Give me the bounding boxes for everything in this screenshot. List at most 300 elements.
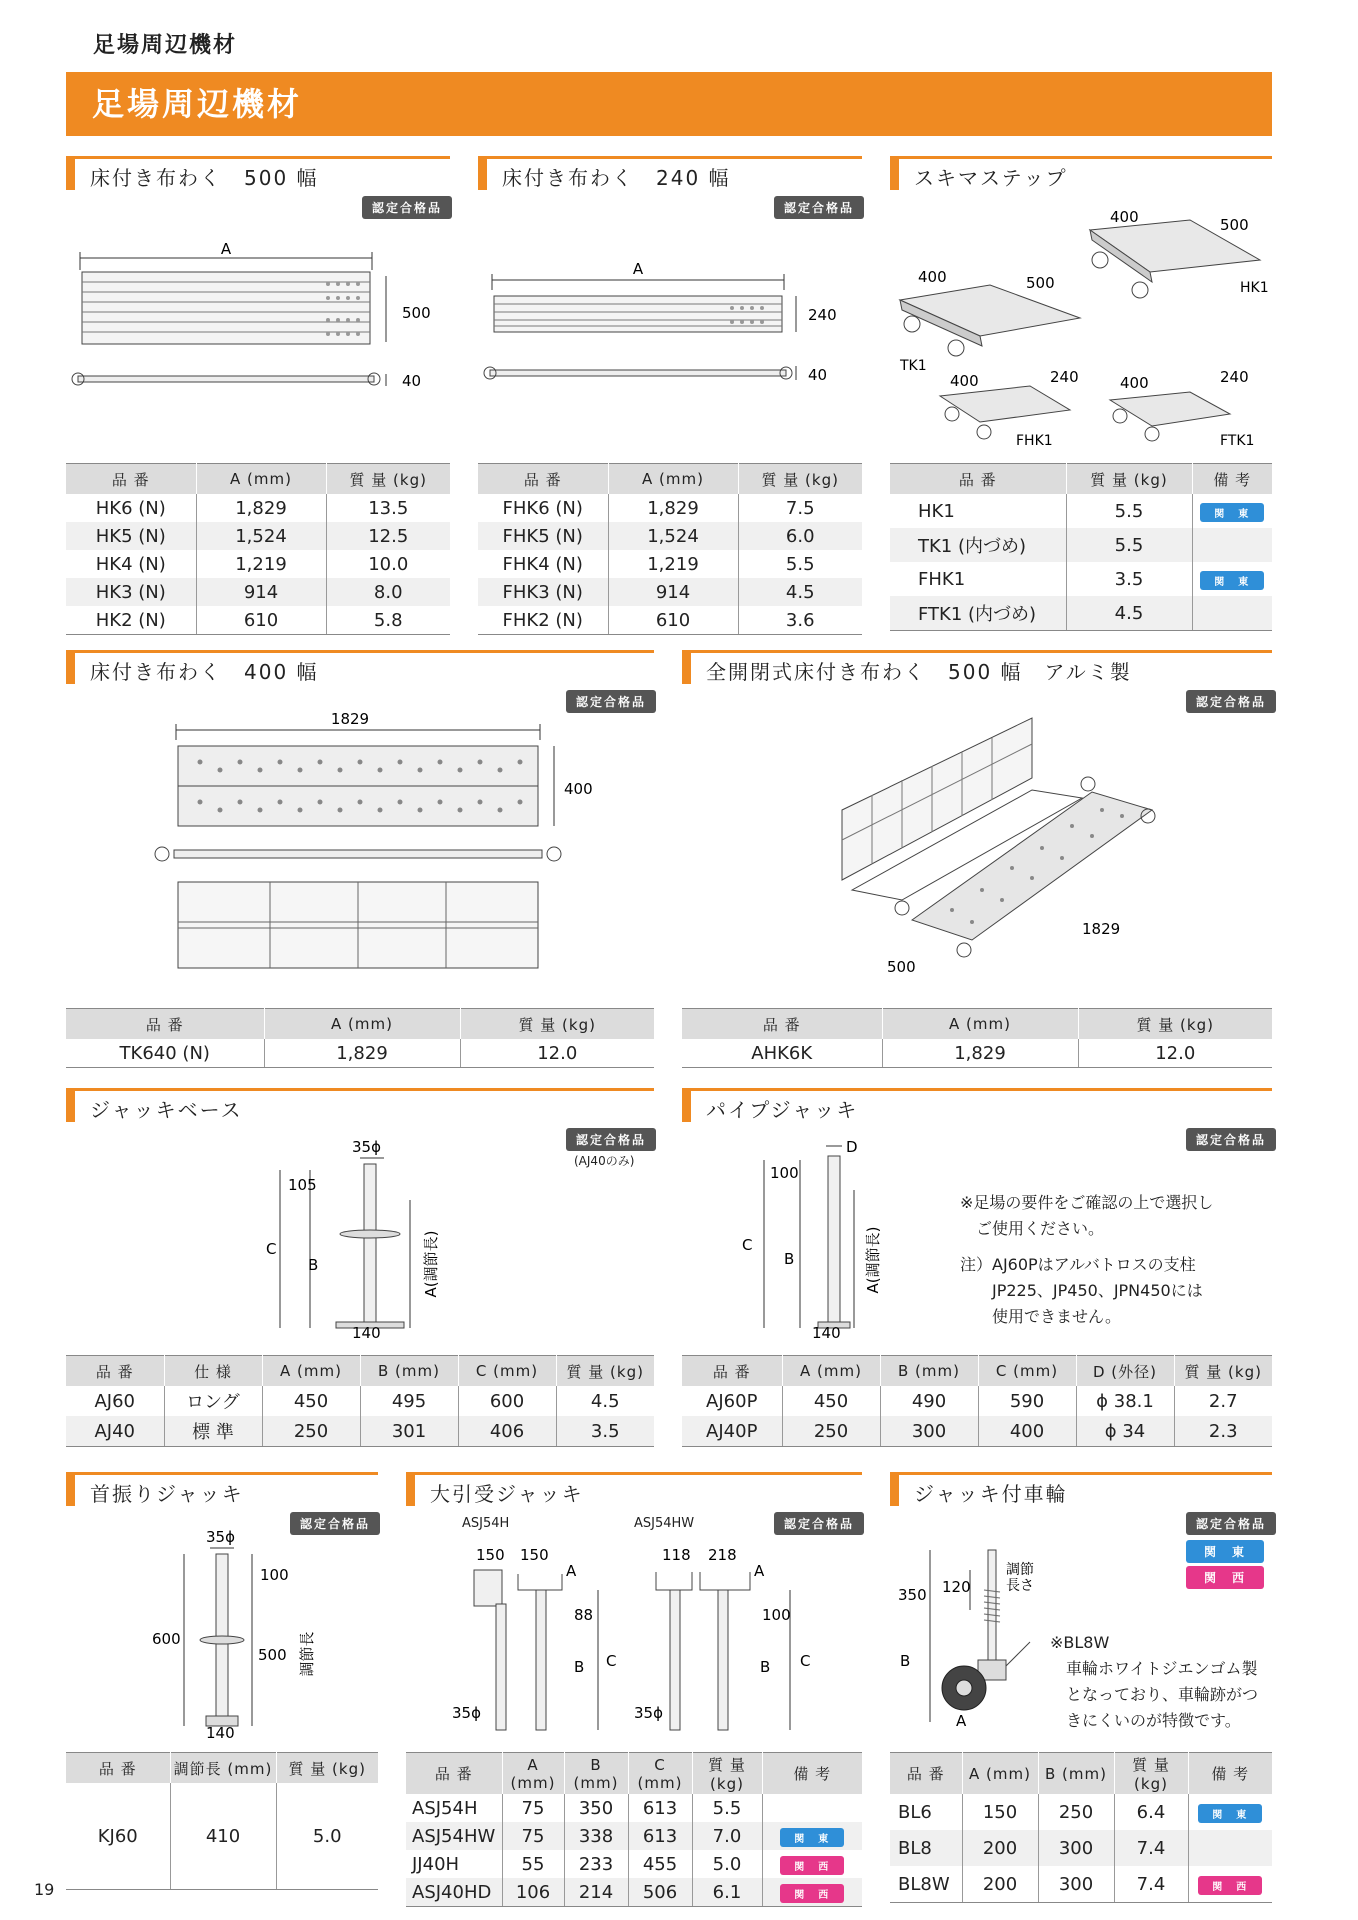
page-banner: 足場周辺機材 bbox=[66, 72, 1272, 136]
table-cell: 質 量 (kg) bbox=[556, 1356, 654, 1387]
table-cell bbox=[1188, 1866, 1272, 1903]
table-cell: 1,524 bbox=[196, 522, 326, 550]
table-cell: 5.5 bbox=[1066, 528, 1192, 562]
table-row bbox=[478, 550, 862, 578]
table-cell: AJ60 bbox=[66, 1386, 164, 1416]
table-cell: HK5 (N) bbox=[66, 522, 196, 550]
certified-badge: 認定合格品 bbox=[1186, 1128, 1276, 1151]
table-row bbox=[478, 494, 862, 522]
table-cell: FHK2 (N) bbox=[478, 606, 608, 635]
tag-kanto: 関 東 bbox=[1200, 503, 1264, 522]
table-cell: 610 bbox=[608, 606, 738, 635]
table-cell: HK6 (N) bbox=[66, 494, 196, 522]
table-cell: FHK5 (N) bbox=[478, 522, 608, 550]
svg-text:D: D bbox=[846, 1138, 858, 1156]
svg-text:35ϕ: 35ϕ bbox=[634, 1704, 663, 1722]
table-cell: A (mm) bbox=[882, 1009, 1078, 1040]
section-tk640 bbox=[66, 650, 654, 687]
table-row bbox=[66, 1416, 654, 1447]
svg-text:150: 150 bbox=[520, 1546, 549, 1564]
table-cell: 備 考 bbox=[1188, 1753, 1272, 1795]
table-cell: 250 bbox=[262, 1416, 360, 1447]
table-cell bbox=[1192, 494, 1272, 528]
hk-table bbox=[66, 463, 450, 635]
table-cell: ASJ54HW bbox=[406, 1822, 502, 1850]
table-row bbox=[66, 522, 450, 550]
table-row bbox=[66, 606, 450, 635]
table-cell: 1,829 bbox=[608, 494, 738, 522]
section-title: パイプジャッキ bbox=[706, 1098, 859, 1122]
table-row bbox=[406, 1878, 862, 1907]
svg-text:FTK1: FTK1 bbox=[1220, 433, 1255, 449]
svg-text:C: C bbox=[266, 1240, 277, 1258]
svg-text:105: 105 bbox=[288, 1176, 317, 1194]
page-number: 19 bbox=[34, 1880, 55, 1899]
table-cell: FTK1 (内づめ) bbox=[890, 596, 1066, 631]
svg-text:C: C bbox=[800, 1652, 811, 1670]
certified-badge: 認定合格品 bbox=[1186, 690, 1276, 713]
svg-text:100: 100 bbox=[260, 1566, 289, 1584]
svg-text:B: B bbox=[900, 1652, 911, 1670]
svg-text:HK1: HK1 bbox=[1240, 280, 1269, 296]
table-cell: 200 bbox=[962, 1830, 1038, 1866]
table-cell: 3.5 bbox=[1066, 562, 1192, 596]
table-cell: 3.5 bbox=[556, 1416, 654, 1447]
table-cell: 406 bbox=[458, 1416, 556, 1447]
table-cell: ϕ 38.1 bbox=[1076, 1386, 1174, 1416]
svg-text:A: A bbox=[632, 260, 644, 278]
tag-kansai: 関 西 bbox=[1198, 1876, 1262, 1895]
table-cell: ASJ40HD bbox=[406, 1878, 502, 1907]
table-cell: FHK4 (N) bbox=[478, 550, 608, 578]
tag-kansai: 関 西 bbox=[780, 1856, 844, 1875]
sukima-table bbox=[890, 463, 1272, 631]
table-cell: 質 量 (kg) bbox=[1174, 1356, 1272, 1387]
svg-text:140: 140 bbox=[352, 1324, 381, 1342]
table-cell: FHK3 (N) bbox=[478, 578, 608, 606]
table-cell: 450 bbox=[782, 1386, 880, 1416]
svg-text:240: 240 bbox=[808, 306, 837, 324]
certified-badge: 認定合格品 bbox=[774, 1512, 864, 1535]
table-cell: 495 bbox=[360, 1386, 458, 1416]
svg-text:150: 150 bbox=[476, 1546, 505, 1564]
table-cell: 品 番 bbox=[66, 1356, 164, 1387]
section-sukima bbox=[890, 156, 1272, 193]
table-cell: 400 bbox=[978, 1416, 1076, 1447]
table-cell: A (mm) bbox=[502, 1753, 564, 1795]
table-cell: 233 bbox=[564, 1850, 628, 1878]
pipe-jack-table bbox=[682, 1355, 1272, 1447]
table-row bbox=[66, 494, 450, 522]
table-row bbox=[478, 522, 862, 550]
table-row bbox=[682, 1416, 1272, 1447]
svg-text:A(調節長): A(調節長) bbox=[864, 1226, 882, 1294]
table-cell: 214 bbox=[564, 1878, 628, 1907]
table-cell: 7.4 bbox=[1114, 1866, 1188, 1903]
table-cell: 質 量 (kg) bbox=[1114, 1753, 1188, 1795]
table-cell: 613 bbox=[628, 1822, 692, 1850]
table-row bbox=[66, 578, 450, 606]
table-cell: ロング bbox=[164, 1386, 262, 1416]
table-cell bbox=[762, 1850, 862, 1878]
svg-text:C: C bbox=[606, 1652, 617, 1670]
table-cell: C (mm) bbox=[978, 1356, 1076, 1387]
svg-text:240: 240 bbox=[1050, 368, 1079, 386]
table-cell: AHK6K bbox=[682, 1039, 882, 1068]
table-cell: 300 bbox=[1038, 1830, 1114, 1866]
beam-jack-diagram bbox=[440, 1540, 860, 1740]
svg-text:調節: 調節 bbox=[1006, 1562, 1034, 1578]
table-cell: 質 量 (kg) bbox=[1078, 1009, 1272, 1040]
table-cell: 5.5 bbox=[785, 553, 815, 575]
svg-text:600: 600 bbox=[152, 1630, 181, 1648]
beam-jack-table bbox=[406, 1752, 862, 1907]
table-cell: 506 bbox=[628, 1878, 692, 1907]
svg-text:A: A bbox=[566, 1562, 577, 1580]
table-cell: 300 bbox=[1038, 1866, 1114, 1903]
jack-base-diagram bbox=[260, 1130, 480, 1340]
svg-text:140: 140 bbox=[812, 1324, 841, 1342]
top-category: 足場周辺機材 bbox=[93, 33, 238, 58]
tag-kansai: 関 西 bbox=[780, 1884, 844, 1903]
table-cell: HK2 (N) bbox=[66, 606, 196, 635]
table-row bbox=[890, 1830, 1272, 1866]
svg-text:218: 218 bbox=[708, 1546, 737, 1564]
swivel-jack-diagram bbox=[140, 1520, 350, 1740]
svg-text:40: 40 bbox=[808, 366, 828, 384]
table-cell: 610 bbox=[196, 606, 326, 635]
table-cell: 1,829 bbox=[196, 494, 326, 522]
table-row bbox=[890, 596, 1272, 631]
pipe-jack-note: ※足場の要件をご確認の上で選択し ご使用ください。 注）AJ60Pはアルバトロスの支柱 JP225、JP450、JPN450には 使用できません。 bbox=[960, 1193, 1214, 1326]
table-cell bbox=[1188, 1794, 1272, 1830]
hk-diagram bbox=[66, 240, 450, 400]
section-title: 大引受ジャッキ bbox=[430, 1482, 584, 1506]
svg-text:B: B bbox=[784, 1250, 795, 1268]
table-row bbox=[682, 1039, 1272, 1068]
table-cell: HK4 (N) bbox=[66, 550, 196, 578]
table-cell: 410 bbox=[170, 1783, 276, 1890]
svg-text:120: 120 bbox=[942, 1578, 971, 1596]
svg-text:1829: 1829 bbox=[1082, 920, 1121, 938]
table-cell: 1,219 bbox=[608, 550, 738, 578]
swivel-jack-table bbox=[66, 1752, 378, 1890]
table-row bbox=[406, 1822, 862, 1850]
table-cell: 600 bbox=[458, 1386, 556, 1416]
section-fhk bbox=[478, 156, 862, 193]
table-cell: 6.1 bbox=[692, 1878, 762, 1907]
table-cell: 250 bbox=[1038, 1794, 1114, 1830]
dim-h: 500 bbox=[402, 304, 431, 322]
table-cell: 3.6 bbox=[738, 606, 862, 635]
table-cell: TK1 (内づめ) bbox=[890, 528, 1066, 562]
section-title: 床付き布わく 400 幅 bbox=[90, 660, 319, 684]
svg-text:長さ: 長さ bbox=[1006, 1578, 1034, 1594]
table-cell: 品 番 bbox=[890, 1753, 962, 1795]
section-jack-base bbox=[66, 1088, 654, 1125]
table-cell: 490 bbox=[880, 1386, 978, 1416]
svg-text:400: 400 bbox=[564, 780, 593, 798]
table-cell: 7.5 bbox=[785, 497, 815, 519]
table-cell: 5.5 bbox=[692, 1794, 762, 1822]
table-cell: C (mm) bbox=[458, 1356, 556, 1387]
section-title: 床付き布わく 240 幅 bbox=[502, 166, 731, 190]
table-cell: 7.0 bbox=[692, 1822, 762, 1850]
table-cell: 5.5 bbox=[1066, 494, 1192, 528]
table-cell: 調節長 (mm) bbox=[170, 1753, 276, 1784]
sub-label-asj54h: ASJ54H bbox=[462, 1516, 510, 1531]
table-cell: 6.0 bbox=[738, 522, 862, 550]
table-cell: A (mm) bbox=[608, 464, 738, 495]
fhk-diagram bbox=[478, 250, 862, 400]
table-cell: 質 量 (kg) bbox=[738, 464, 862, 495]
table-cell: 品 番 bbox=[66, 464, 196, 495]
svg-text:A: A bbox=[754, 1562, 765, 1580]
table-cell: 備 考 bbox=[1192, 464, 1272, 495]
table-cell: 1,829 bbox=[264, 1039, 460, 1068]
table-cell: 4.5 bbox=[738, 578, 862, 606]
table-cell: A (mm) bbox=[262, 1356, 360, 1387]
table-cell: FHK6 (N) bbox=[478, 494, 608, 522]
table-cell: JJ40H bbox=[406, 1850, 502, 1878]
certified-badge: 認定合格品 bbox=[1186, 1512, 1276, 1535]
svg-text:35ϕ: 35ϕ bbox=[352, 1138, 381, 1156]
table-row bbox=[478, 578, 862, 606]
section-beam-jack bbox=[406, 1472, 862, 1509]
table-cell: 12.0 bbox=[1078, 1039, 1272, 1068]
section-title: ジャッキベース bbox=[90, 1098, 243, 1122]
dim-a: A bbox=[220, 240, 232, 258]
wheel-jack-note: ※BL8W 車輪ホワイトジエンゴム製 となっており、車輪跡がつ きにくいのが特徴です。 bbox=[1050, 1633, 1259, 1730]
table-cell: 1,524 bbox=[608, 522, 738, 550]
table-cell: 12.0 bbox=[460, 1039, 654, 1068]
table-cell: BL8 bbox=[890, 1830, 962, 1866]
table-cell: 4.5 bbox=[1066, 596, 1192, 631]
table-cell: 5.0 bbox=[276, 1783, 378, 1890]
certified-badge: 認定合格品 bbox=[566, 690, 656, 713]
table-cell: 75 bbox=[502, 1794, 564, 1822]
table-cell: 914 bbox=[196, 578, 326, 606]
svg-text:500: 500 bbox=[1220, 216, 1249, 234]
svg-text:500: 500 bbox=[887, 958, 916, 976]
table-row bbox=[66, 1783, 378, 1890]
table-cell: A (mm) bbox=[196, 464, 326, 495]
table-row bbox=[66, 550, 450, 578]
table-cell: 5.0 bbox=[692, 1850, 762, 1878]
table-cell: 200 bbox=[962, 1866, 1038, 1903]
ahk6k-table bbox=[682, 1008, 1272, 1068]
table-cell: 質 量 (kg) bbox=[460, 1009, 654, 1040]
wheel-jack-table bbox=[890, 1752, 1272, 1903]
svg-text:140: 140 bbox=[206, 1724, 235, 1742]
tag-kanto: 関 東 bbox=[780, 1828, 844, 1847]
table-cell: AJ40P bbox=[682, 1416, 782, 1447]
svg-text:400: 400 bbox=[1120, 374, 1149, 392]
section-title: 床付き布わく 500 幅 bbox=[90, 166, 319, 190]
certified-badge: 認定合格品 bbox=[290, 1512, 380, 1535]
tag-kansai: 関 西 bbox=[1186, 1566, 1264, 1589]
table-cell: 質 量 (kg) bbox=[692, 1753, 762, 1795]
table-cell: A (mm) bbox=[962, 1753, 1038, 1795]
sub-label-asj54hw: ASJ54HW bbox=[634, 1516, 695, 1531]
table-cell: ϕ 34 bbox=[1076, 1416, 1174, 1447]
svg-text:TK1: TK1 bbox=[900, 358, 927, 374]
table-cell: 1,219 bbox=[196, 550, 326, 578]
table-cell: 2.3 bbox=[1174, 1416, 1272, 1447]
svg-text:100: 100 bbox=[770, 1164, 799, 1182]
table-row bbox=[890, 1866, 1272, 1903]
table-cell bbox=[762, 1794, 862, 1822]
table-cell: 300 bbox=[880, 1416, 978, 1447]
table-cell: 75 bbox=[502, 1822, 564, 1850]
svg-text:118: 118 bbox=[662, 1546, 691, 1564]
table-row bbox=[478, 606, 862, 635]
table-row bbox=[890, 528, 1272, 562]
svg-text:35ϕ: 35ϕ bbox=[452, 1704, 481, 1722]
table-cell: 6.4 bbox=[1114, 1794, 1188, 1830]
table-row bbox=[406, 1794, 862, 1822]
table-cell: 品 番 bbox=[66, 1753, 170, 1784]
table-cell: 914 bbox=[608, 578, 738, 606]
svg-text:B: B bbox=[308, 1256, 319, 1274]
dim-t: 40 bbox=[402, 372, 422, 390]
svg-text:500: 500 bbox=[1026, 274, 1055, 292]
table-cell: 7.4 bbox=[1114, 1830, 1188, 1866]
table-cell: 品 番 bbox=[682, 1009, 882, 1040]
table-cell: 備 考 bbox=[762, 1753, 862, 1795]
table-cell: HK3 (N) bbox=[66, 578, 196, 606]
table-row bbox=[406, 1850, 862, 1878]
table-cell: FHK1 bbox=[890, 562, 1066, 596]
table-cell: AJ40 bbox=[66, 1416, 164, 1447]
svg-text:500: 500 bbox=[258, 1646, 287, 1664]
fhk-table bbox=[478, 463, 862, 635]
table-cell: 標 準 bbox=[164, 1416, 262, 1447]
svg-text:A(調節長): A(調節長) bbox=[422, 1230, 440, 1298]
table-row bbox=[890, 562, 1272, 596]
table-cell bbox=[1188, 1830, 1272, 1866]
table-cell: D (外径) bbox=[1076, 1356, 1174, 1387]
table-cell: 仕 様 bbox=[164, 1356, 262, 1387]
svg-text:400: 400 bbox=[1110, 208, 1139, 226]
table-cell: 150 bbox=[962, 1794, 1038, 1830]
section-hk bbox=[66, 156, 450, 193]
section-pipe-jack bbox=[682, 1088, 1272, 1125]
table-cell: 590 bbox=[978, 1386, 1076, 1416]
table-row bbox=[890, 1794, 1272, 1830]
table-cell: 250 bbox=[782, 1416, 880, 1447]
pipe-jack-diagram bbox=[730, 1130, 900, 1340]
table-cell: B (mm) bbox=[1038, 1753, 1114, 1795]
svg-text:350: 350 bbox=[898, 1586, 927, 1604]
table-cell: 13.5 bbox=[368, 497, 409, 519]
table-cell: A (mm) bbox=[782, 1356, 880, 1387]
table-cell: A (mm) bbox=[264, 1009, 460, 1040]
table-cell bbox=[762, 1822, 862, 1850]
table-row bbox=[66, 1039, 654, 1068]
table-cell bbox=[1192, 596, 1272, 631]
sukima-diagram bbox=[890, 200, 1272, 450]
tk640-diagram bbox=[140, 700, 593, 980]
table-row bbox=[682, 1386, 1272, 1416]
svg-text:88: 88 bbox=[574, 1606, 594, 1624]
tag-kanto: 関 東 bbox=[1186, 1540, 1264, 1563]
table-cell bbox=[762, 1878, 862, 1907]
table-cell: 質 量 (kg) bbox=[326, 464, 450, 495]
section-title: 全開閉式床付き布わく 500 幅 アルミ製 bbox=[706, 660, 1132, 684]
table-cell: 8.0 bbox=[326, 578, 450, 606]
svg-text:調節長: 調節長 bbox=[298, 1631, 316, 1677]
svg-text:B: B bbox=[760, 1658, 771, 1676]
table-cell: HK1 bbox=[890, 494, 1066, 528]
certified-badge: 認定合格品 bbox=[774, 196, 864, 219]
table-cell bbox=[1192, 562, 1272, 596]
svg-text:B: B bbox=[574, 1658, 585, 1676]
svg-text:A: A bbox=[956, 1712, 967, 1730]
table-cell: BL6 bbox=[890, 1794, 962, 1830]
table-cell: 455 bbox=[628, 1850, 692, 1878]
table-cell: ASJ54H bbox=[406, 1794, 502, 1822]
tag-kanto: 関 東 bbox=[1198, 1804, 1262, 1823]
table-cell: 10.0 bbox=[368, 553, 409, 575]
table-cell: 品 番 bbox=[890, 464, 1066, 495]
table-cell: 品 番 bbox=[478, 464, 608, 495]
table-cell: 55 bbox=[502, 1850, 564, 1878]
table-cell bbox=[1192, 528, 1272, 562]
certified-badge: 認定合格品 bbox=[362, 196, 452, 219]
svg-text:C: C bbox=[742, 1236, 753, 1254]
svg-text:FHK1: FHK1 bbox=[1016, 433, 1053, 449]
table-cell: 品 番 bbox=[682, 1356, 782, 1387]
tag-kanto: 関 東 bbox=[1200, 571, 1264, 590]
table-cell: B (mm) bbox=[360, 1356, 458, 1387]
table-cell: 106 bbox=[502, 1878, 564, 1907]
table-cell: 品 番 bbox=[66, 1009, 264, 1040]
jack-base-table bbox=[66, 1355, 654, 1447]
wheel-jack-diagram bbox=[890, 1530, 1050, 1730]
table-cell: 338 bbox=[564, 1822, 628, 1850]
svg-text:240: 240 bbox=[1220, 368, 1249, 386]
section-ahk6k bbox=[682, 650, 1272, 687]
section-wheel-jack bbox=[890, 1472, 1272, 1509]
table-cell: B (mm) bbox=[564, 1753, 628, 1795]
svg-text:400: 400 bbox=[950, 372, 979, 390]
table-cell: C (mm) bbox=[628, 1753, 692, 1795]
table-cell: AJ60P bbox=[682, 1386, 782, 1416]
table-cell: 質 量 (kg) bbox=[1066, 464, 1192, 495]
table-cell: 2.7 bbox=[1208, 1390, 1238, 1412]
table-row bbox=[66, 1386, 654, 1416]
svg-text:400: 400 bbox=[918, 268, 947, 286]
section-title: 首振りジャッキ bbox=[90, 1482, 244, 1506]
table-cell: 12.5 bbox=[326, 522, 450, 550]
table-cell: TK640 (N) bbox=[66, 1039, 264, 1068]
table-cell: 4.5 bbox=[590, 1390, 620, 1412]
table-cell: 1,829 bbox=[882, 1039, 1078, 1068]
table-cell: 5.8 bbox=[326, 606, 450, 635]
certified-badge: 認定合格品 bbox=[566, 1128, 656, 1151]
table-cell: 613 bbox=[628, 1794, 692, 1822]
section-swivel-jack bbox=[66, 1472, 378, 1509]
table-cell: 質 量 (kg) bbox=[276, 1753, 378, 1784]
table-cell: 450 bbox=[262, 1386, 360, 1416]
svg-text:1829: 1829 bbox=[330, 710, 370, 728]
ahk6k-diagram bbox=[682, 700, 1272, 990]
table-cell: 品 番 bbox=[406, 1753, 502, 1795]
table-cell: 350 bbox=[564, 1794, 628, 1822]
svg-text:100: 100 bbox=[762, 1606, 791, 1624]
note-aj40: (AJ40のみ) bbox=[574, 1154, 635, 1168]
